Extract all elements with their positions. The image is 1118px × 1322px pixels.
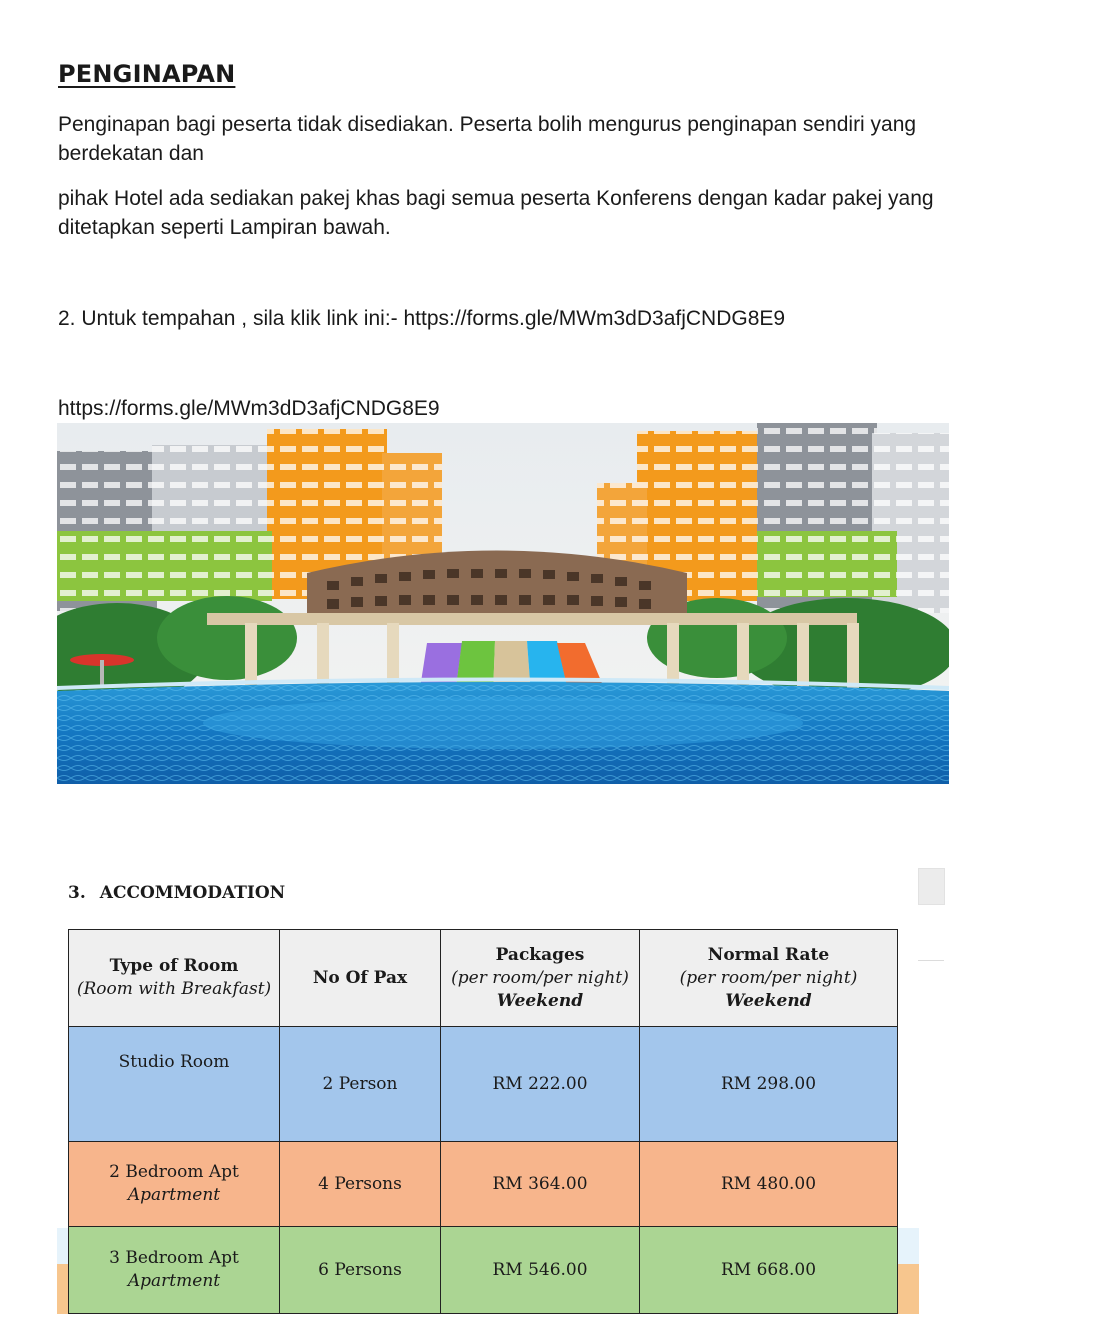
- header-packages-sub: (per room/per night): [451, 967, 629, 988]
- room-type-cell: [69, 1227, 280, 1314]
- accommodation-table: [68, 929, 898, 1314]
- page-heading: PENGINAPAN: [58, 60, 236, 88]
- table-header-row: [69, 930, 898, 1027]
- table-row: [69, 1142, 898, 1227]
- header-pax-main: No Of Pax: [312, 967, 408, 988]
- room-type-sub: Apartment: [127, 1271, 221, 1291]
- hotel-package-paragraph: pihak Hotel ada sediakan pakej khas bagi semua peserta Konferens dengan kadar pakej yang ditetapkan seperti Lampiran bawah.: [58, 187, 934, 239]
- section-number: 3.: [68, 883, 86, 903]
- intro-paragraph: Penginapan bagi peserta tidak disediakan. Peserta bolih mengurus penginapan sendiri yang berdekatan dan: [58, 113, 917, 165]
- room-type: 3 Bedroom Apt: [109, 1248, 239, 1268]
- header-type-sub: (Room with Breakfast): [76, 979, 272, 999]
- header-packages-weekend: Weekend: [496, 990, 584, 1011]
- header-type-of-room: [69, 930, 280, 1027]
- header-packages-main: Packages: [495, 944, 585, 965]
- decorative-divider: [918, 960, 944, 961]
- header-no-of-pax: [280, 930, 441, 1027]
- header-normal-weekend: Weekend: [725, 990, 812, 1011]
- normal-rate-cell: RM 298.00: [640, 1027, 898, 1142]
- booking-link[interactable]: https://forms.gle/MWm3dD3afjCNDG8E9: [58, 397, 440, 420]
- header-packages: [441, 930, 640, 1027]
- pax-cell: 6 Persons: [280, 1227, 441, 1314]
- package-price-cell: RM 222.00: [441, 1027, 640, 1142]
- room-type: Studio Room: [118, 1052, 230, 1072]
- room-type-cell: [69, 1027, 280, 1142]
- resort-pool-photo: [57, 423, 949, 784]
- table-row: [69, 1227, 898, 1314]
- room-type: 2 Bedroom Apt: [109, 1162, 239, 1182]
- normal-rate-cell: RM 480.00: [640, 1142, 898, 1227]
- accommodation-heading: [68, 883, 285, 903]
- decorative-gray-square: [918, 868, 945, 905]
- header-type-main: Type of Room: [109, 956, 239, 976]
- table-row: [69, 1027, 898, 1142]
- header-normal-sub: (per room/per night): [679, 967, 858, 988]
- package-price-cell: RM 364.00: [441, 1142, 640, 1227]
- room-type-sub: Apartment: [127, 1185, 221, 1205]
- header-normal-main: Normal Rate: [707, 944, 830, 965]
- room-type-cell: [69, 1142, 280, 1227]
- pax-cell: 2 Person: [280, 1027, 441, 1142]
- pax-cell: 4 Persons: [280, 1142, 441, 1227]
- section-title: ACCOMMODATION: [99, 883, 286, 903]
- normal-rate-cell: RM 668.00: [640, 1227, 898, 1314]
- booking-instruction[interactable]: 2. Untuk tempahan , sila klik link ini:- https://forms.gle/MWm3dD3afjCNDG8E9: [58, 307, 786, 330]
- header-normal-rate: [640, 930, 898, 1027]
- package-price-cell: RM 546.00: [441, 1227, 640, 1314]
